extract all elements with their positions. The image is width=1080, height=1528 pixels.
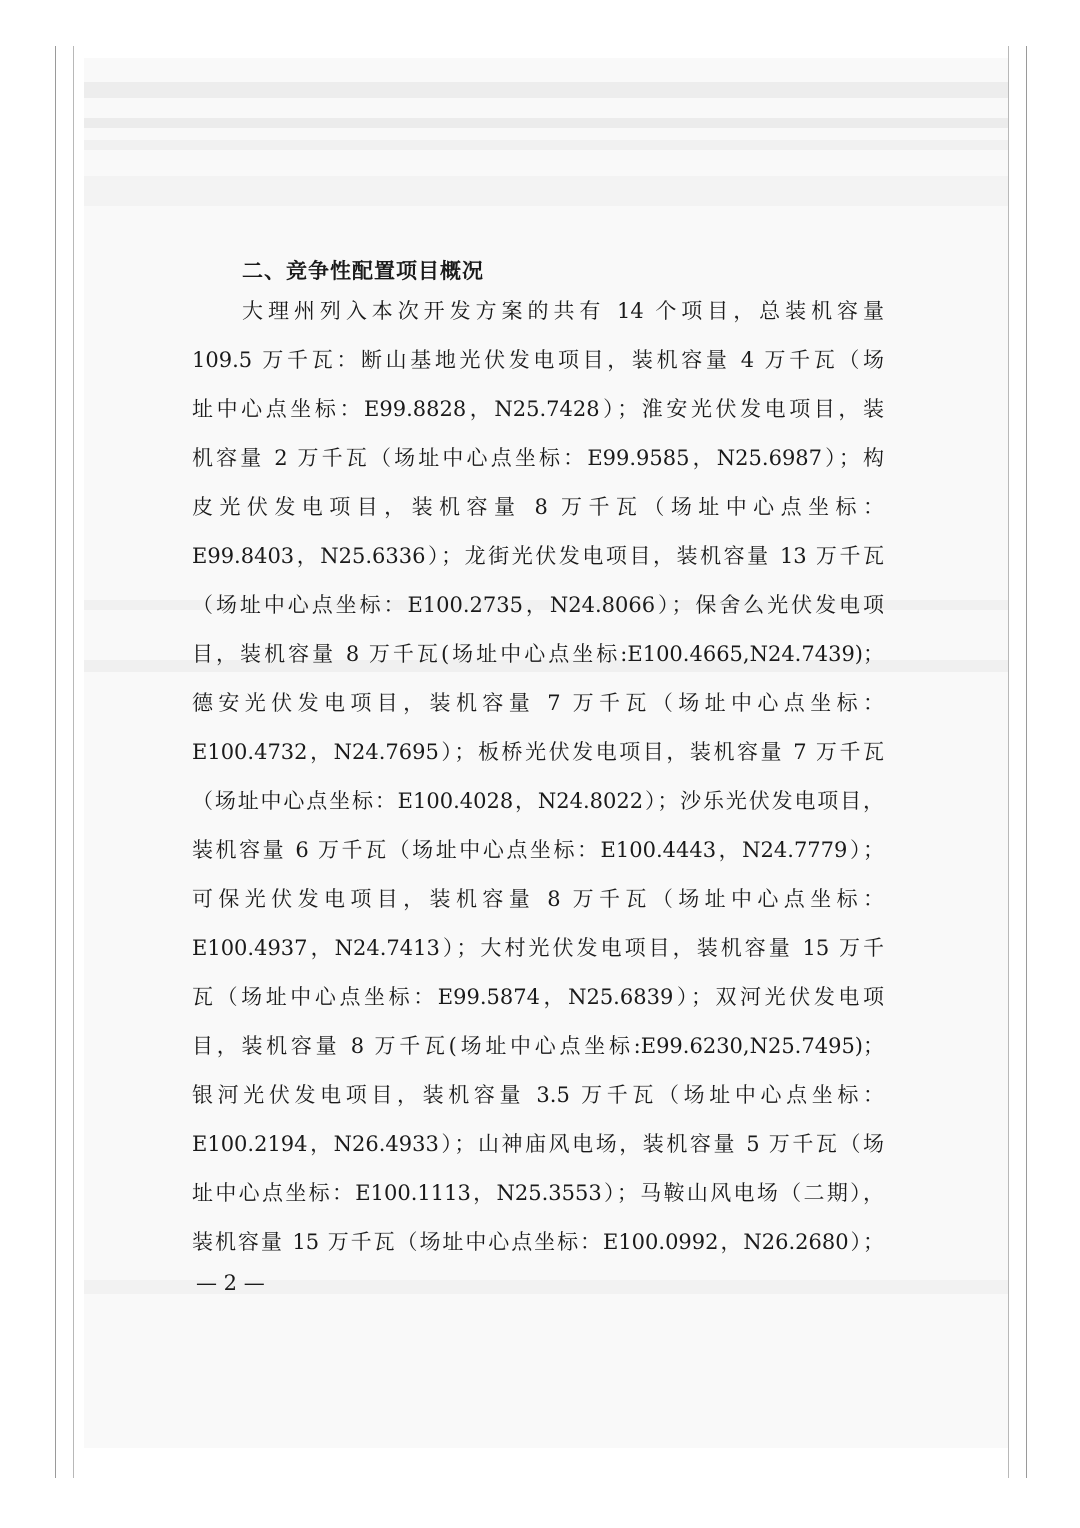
- section-heading: 二、竞争性配置项目概况: [242, 259, 484, 283]
- scan-artifact: [84, 118, 1008, 128]
- right-margin-rule: [1026, 46, 1027, 1478]
- body-line: 皮光伏发电项目，装机容量 8 万千瓦（场址中心点坐标：: [192, 495, 884, 519]
- body-line: 目，装机容量 8 万千瓦(场址中心点坐标:E99.6230,N25.7495)；: [192, 1034, 884, 1058]
- scan-artifact: [84, 82, 1008, 98]
- body-line: 109.5 万千瓦：断山基地光伏发电项目，装机容量 4 万千瓦（场: [192, 348, 884, 372]
- body-line: 址中心点坐标：E100.1113，N25.3553）；马鞍山风电场（二期），: [192, 1181, 884, 1205]
- page-number: — 2 —: [196, 1271, 265, 1295]
- scan-artifact: [84, 176, 1008, 206]
- body-line: E100.2194，N26.4933）；山神庙风电场，装机容量 5 万千瓦（场: [192, 1132, 884, 1156]
- left-margin-rule: [55, 46, 56, 1478]
- body-line: （场址中心点坐标：E100.4028，N24.8022）；沙乐光伏发电项目，: [192, 789, 884, 813]
- body-line: 址中心点坐标：E99.8828，N25.7428）；淮安光伏发电项目，装: [192, 397, 884, 421]
- body-line: 装机容量 15 万千瓦（场址中心点坐标：E100.0992，N26.2680）；: [192, 1230, 884, 1254]
- body-line: E99.8403，N25.6336）；龙街光伏发电项目，装机容量 13 万千瓦: [192, 544, 884, 568]
- body-line: 大理州列入本次开发方案的共有 14 个项目，总装机容量: [242, 299, 884, 323]
- body-line: 德安光伏发电项目，装机容量 7 万千瓦（场址中心点坐标：: [192, 691, 884, 715]
- body-line: 银河光伏发电项目，装机容量 3.5 万千瓦（场址中心点坐标：: [192, 1083, 884, 1107]
- body-line: E100.4937，N24.7413）；大村光伏发电项目，装机容量 15 万千: [192, 936, 884, 960]
- body-line: 瓦（场址中心点坐标：E99.5874，N25.6839）；双河光伏发电项: [192, 985, 884, 1009]
- left-margin-rule: [73, 46, 74, 1478]
- body-line: E100.4732，N24.7695）；板桥光伏发电项目，装机容量 7 万千瓦: [192, 740, 884, 764]
- body-line: （场址中心点坐标：E100.2735，N24.8066）；保舍么光伏发电项: [192, 593, 884, 617]
- scan-artifact: [84, 140, 1008, 150]
- body-line: 机容量 2 万千瓦（场址中心点坐标：E99.9585，N25.6987）；构: [192, 446, 884, 470]
- right-margin-rule: [1008, 46, 1009, 1478]
- body-line: 可保光伏发电项目，装机容量 8 万千瓦（场址中心点坐标：: [192, 887, 884, 911]
- body-line: 装机容量 6 万千瓦（场址中心点坐标：E100.4443，N24.7779）；: [192, 838, 884, 862]
- body-line: 目，装机容量 8 万千瓦(场址中心点坐标:E100.4665,N24.7439)；: [192, 642, 884, 666]
